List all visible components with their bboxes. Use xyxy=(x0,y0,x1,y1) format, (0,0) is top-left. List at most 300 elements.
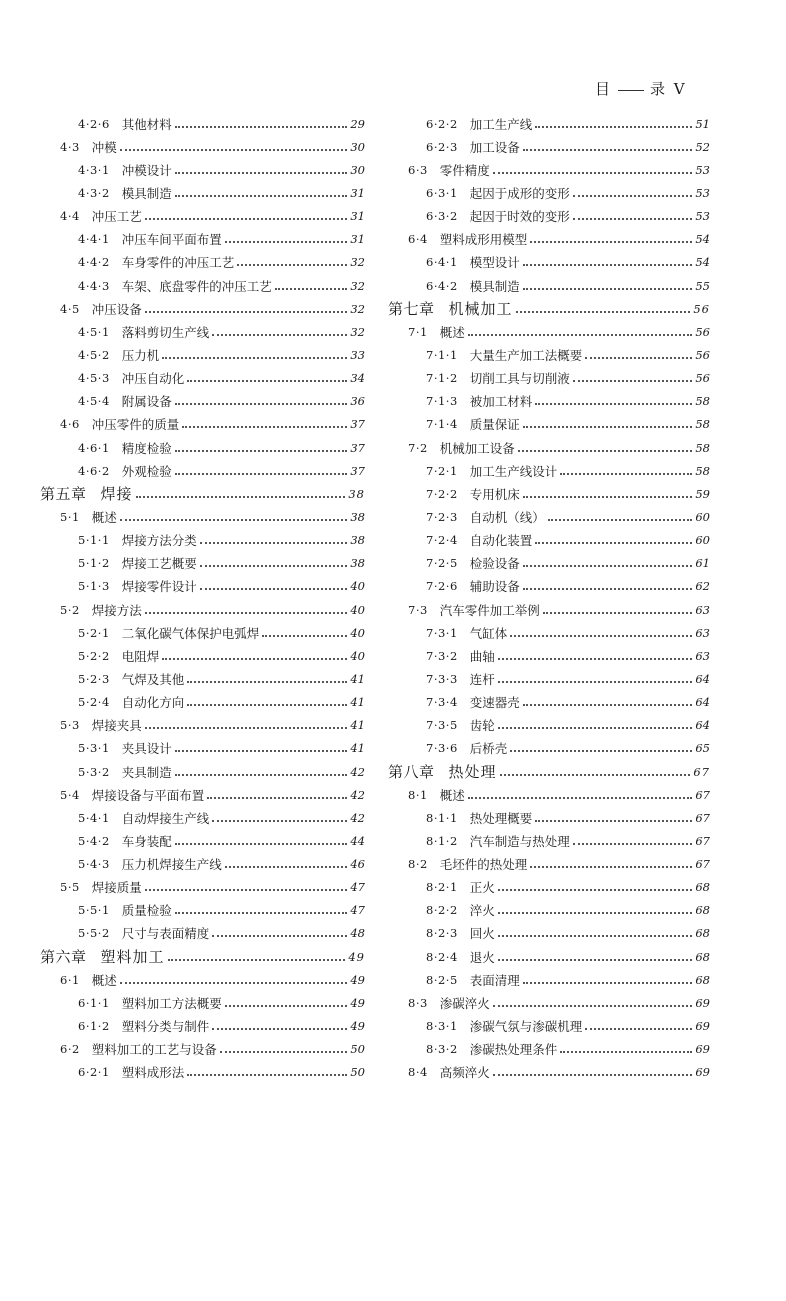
toc-entry-title: 大量生产加工法概要 xyxy=(469,347,583,363)
dot-leader xyxy=(530,866,692,868)
dot-leader xyxy=(523,588,693,590)
toc-entry-title: 起因于成形的变形 xyxy=(469,185,570,201)
toc-entry-page: 40 xyxy=(350,579,365,594)
toc-entry-title: 加工设备 xyxy=(469,139,520,155)
toc-entry-number: 4·6 xyxy=(60,417,80,432)
toc-entry-number: 8·2·3 xyxy=(426,926,458,941)
toc-entry-title: 气焊及其他 xyxy=(121,671,185,687)
dot-leader xyxy=(162,357,347,359)
dot-leader xyxy=(145,311,348,313)
toc-entry-number: 7·1·2 xyxy=(426,371,458,386)
toc-entry-page: 56 xyxy=(695,371,710,386)
toc-entry-title: 机械加工 xyxy=(448,300,513,319)
header-right-text: 录 V xyxy=(650,80,687,98)
toc-entry-number: 6·2·1 xyxy=(78,1065,110,1080)
toc-entry-title: 焊接方法 xyxy=(91,602,142,618)
toc-entry-number: 7·2·1 xyxy=(426,463,458,478)
toc-entry[interactable] xyxy=(40,459,365,482)
toc-entry[interactable] xyxy=(388,436,710,459)
toc-entry[interactable] xyxy=(40,343,365,366)
toc-entry[interactable] xyxy=(388,552,710,575)
toc-entry[interactable] xyxy=(40,575,365,598)
toc-entry-title: 热处理概要 xyxy=(469,810,533,826)
toc-entry[interactable] xyxy=(40,1014,365,1037)
toc-entry[interactable] xyxy=(388,135,710,158)
toc-entry-page: 53 xyxy=(695,209,710,224)
toc-entry[interactable] xyxy=(40,367,365,390)
toc-entry-title: 冲压车间平面布置 xyxy=(121,232,222,248)
toc-entry[interactable] xyxy=(40,181,365,204)
toc-entry[interactable] xyxy=(388,644,710,667)
dot-leader xyxy=(225,241,348,243)
toc-entry[interactable] xyxy=(40,806,365,829)
dot-leader xyxy=(468,334,693,336)
toc-entry[interactable] xyxy=(40,413,365,436)
toc-entry[interactable] xyxy=(40,667,365,690)
toc-entry[interactable] xyxy=(388,667,710,690)
toc-entry-page: 68 xyxy=(695,903,710,918)
toc-entry-number: 第七章 xyxy=(388,300,435,319)
toc-entry-number: 4·4 xyxy=(60,209,80,224)
dot-leader xyxy=(175,912,348,914)
toc-entry[interactable] xyxy=(388,737,710,760)
toc-entry[interactable] xyxy=(40,529,365,552)
toc-chapter-entry[interactable] xyxy=(40,482,365,505)
toc-entry[interactable] xyxy=(40,968,365,991)
toc-entry-page: 40 xyxy=(350,648,365,663)
toc-chapter-entry[interactable] xyxy=(40,945,365,968)
toc-entry-number: 5·1·1 xyxy=(78,533,110,548)
toc-entry[interactable] xyxy=(388,181,710,204)
toc-entry-number: 6·4·1 xyxy=(426,255,458,270)
toc-entry-page: 56 xyxy=(693,301,710,316)
toc-entry-page: 63 xyxy=(695,625,710,640)
toc-entry-title: 焊接零件设计 xyxy=(121,579,197,595)
toc-entry-title: 塑料加工的工艺与设备 xyxy=(91,1042,217,1058)
toc-entry[interactable] xyxy=(388,1061,710,1084)
toc-entry[interactable] xyxy=(40,644,365,667)
toc-entry-title: 焊接 xyxy=(100,485,133,504)
toc-entry-number: 7·1·3 xyxy=(426,394,458,409)
toc-entry[interactable] xyxy=(40,505,365,528)
toc-entry[interactable] xyxy=(40,320,365,343)
toc-entry-title: 塑料成形用模型 xyxy=(439,232,528,248)
toc-entry[interactable] xyxy=(388,945,710,968)
toc-entry-page: 67 xyxy=(695,787,710,802)
toc-entry-title: 热处理 xyxy=(448,763,497,781)
toc-entry-title: 辅助设备 xyxy=(469,579,520,595)
toc-entry[interactable] xyxy=(388,853,710,876)
toc-entry-page: 48 xyxy=(350,926,365,941)
toc-entry-number: 5·4·1 xyxy=(78,810,110,825)
dot-leader xyxy=(175,473,348,475)
dot-leader xyxy=(530,241,692,243)
toc-entry-page: 58 xyxy=(695,463,710,478)
toc-entry-page: 38 xyxy=(350,509,365,524)
toc-entry[interactable] xyxy=(388,205,710,228)
toc-entry-title: 冲压工艺 xyxy=(91,209,142,225)
toc-entry[interactable] xyxy=(40,737,365,760)
toc-entry[interactable] xyxy=(388,806,710,829)
toc-entry-number: 5·2·2 xyxy=(78,648,110,663)
dot-leader xyxy=(543,612,693,614)
header-rule xyxy=(618,90,644,91)
toc-entry-number: 5·4·3 xyxy=(78,857,110,872)
toc-entry[interactable] xyxy=(40,135,365,158)
toc-entry-page: 41 xyxy=(350,718,365,733)
toc-entry-number: 4·2·6 xyxy=(78,116,110,131)
toc-entry-number: 6·1·1 xyxy=(78,995,110,1010)
toc-entry[interactable] xyxy=(40,1061,365,1084)
dot-leader xyxy=(275,288,348,290)
toc-entry-page: 59 xyxy=(695,486,710,501)
toc-entry[interactable] xyxy=(388,251,710,274)
dot-leader xyxy=(510,635,692,637)
dot-leader xyxy=(120,149,348,151)
toc-entry-page: 69 xyxy=(695,995,710,1010)
toc-entry-title: 冲压零件的质量 xyxy=(91,417,180,433)
toc-entry-number: 第五章 xyxy=(40,485,87,504)
toc-entry-page: 68 xyxy=(695,880,710,895)
toc-entry-page: 33 xyxy=(350,347,365,362)
toc-entry-page: 34 xyxy=(350,371,365,386)
toc-entry-number: 7·2 xyxy=(408,440,428,455)
toc-entry-page: 40 xyxy=(350,625,365,640)
toc-entry-page: 65 xyxy=(695,741,710,756)
toc-entry[interactable] xyxy=(388,343,710,366)
toc-entry-title: 概述 xyxy=(91,972,117,988)
toc-entry[interactable] xyxy=(388,598,710,621)
toc-entry-page: 60 xyxy=(695,533,710,548)
toc-entry[interactable] xyxy=(40,760,365,783)
toc-entry-page: 54 xyxy=(695,255,710,270)
dot-leader xyxy=(212,820,347,822)
toc-entry[interactable] xyxy=(388,968,710,991)
toc-entry[interactable] xyxy=(40,714,365,737)
toc-entry-title: 质量检验 xyxy=(121,903,172,919)
toc-entry-title: 后桥壳 xyxy=(469,741,508,757)
toc-entry-title: 塑料成形法 xyxy=(121,1065,185,1081)
toc-entry[interactable] xyxy=(40,922,365,945)
toc-entry-number: 8·2·4 xyxy=(426,949,458,964)
dot-leader xyxy=(175,843,348,845)
toc-entry-title: 起因于时效的变形 xyxy=(469,209,570,225)
toc-entry-number: 8·3·1 xyxy=(426,1019,458,1034)
dot-leader xyxy=(220,1051,348,1053)
dot-leader xyxy=(175,172,348,174)
toc-entry-page: 61 xyxy=(695,556,710,571)
toc-entry-number: 6·2·3 xyxy=(426,139,458,154)
dot-leader xyxy=(523,264,693,266)
toc-entry-page: 58 xyxy=(695,417,710,432)
toc-entry[interactable] xyxy=(40,899,365,922)
toc-entry-page: 30 xyxy=(350,162,365,177)
toc-entry-title: 概述 xyxy=(439,324,465,340)
dot-leader xyxy=(187,380,347,382)
toc-entry-number: 7·1 xyxy=(408,324,428,339)
toc-entry-number: 6·3·2 xyxy=(426,209,458,224)
toc-entry-page: 44 xyxy=(350,833,365,848)
dot-leader xyxy=(200,542,348,544)
dot-leader xyxy=(585,357,692,359)
dot-leader xyxy=(498,912,693,914)
toc-entry-number: 4·5·2 xyxy=(78,347,110,362)
toc-entry-page: 56 xyxy=(695,347,710,362)
dot-leader xyxy=(468,797,693,799)
dot-leader xyxy=(523,149,693,151)
toc-entry[interactable] xyxy=(388,714,710,737)
toc-entry-title: 加工生产线 xyxy=(469,116,533,132)
toc-entry-number: 5·3·2 xyxy=(78,764,110,779)
toc-entry[interactable] xyxy=(40,991,365,1014)
toc-entry[interactable] xyxy=(40,390,365,413)
toc-entry-title: 其他材料 xyxy=(121,116,172,132)
toc-entry-number: 6·3 xyxy=(408,162,428,177)
toc-entry-number: 8·1·1 xyxy=(426,810,458,825)
dot-leader xyxy=(523,426,693,428)
toc-entry-page: 38 xyxy=(350,533,365,548)
toc-entry-number: 5·1 xyxy=(60,509,80,524)
toc-entry[interactable] xyxy=(388,390,710,413)
toc-entry-page: 42 xyxy=(350,810,365,825)
toc-entry[interactable] xyxy=(40,158,365,181)
toc-entry[interactable] xyxy=(40,1038,365,1061)
toc-entry[interactable] xyxy=(388,529,710,552)
toc-entry-page: 30 xyxy=(350,139,365,154)
toc-entry-number: 8·3 xyxy=(408,995,428,1010)
toc-entry[interactable] xyxy=(388,1014,710,1037)
toc-entry-number: 4·5·1 xyxy=(78,324,110,339)
toc-entry-page: 63 xyxy=(695,648,710,663)
toc-entry-number: 8·2 xyxy=(408,857,428,872)
toc-entry-page: 60 xyxy=(695,509,710,524)
toc-entry-page: 47 xyxy=(350,903,365,918)
dot-leader xyxy=(225,1005,348,1007)
toc-entry[interactable] xyxy=(388,783,710,806)
toc-entry[interactable] xyxy=(40,251,365,274)
toc-entry[interactable] xyxy=(40,783,365,806)
toc-entry-page: 69 xyxy=(695,1065,710,1080)
toc-entry[interactable] xyxy=(388,228,710,251)
toc-entry-title: 外观检验 xyxy=(121,463,172,479)
toc-entry-number: 5·2·3 xyxy=(78,671,110,686)
toc-entry[interactable] xyxy=(388,922,710,945)
toc-entry-page: 38 xyxy=(348,486,365,501)
toc-entry[interactable] xyxy=(388,991,710,1014)
toc-entry-page: 68 xyxy=(695,926,710,941)
toc-entry[interactable] xyxy=(40,552,365,575)
toc-entry-title: 连杆 xyxy=(469,671,495,687)
toc-entry-number: 4·5·4 xyxy=(78,394,110,409)
toc-entry-title: 车身零件的冲压工艺 xyxy=(121,255,235,271)
toc-entry-title: 尺寸与表面精度 xyxy=(121,926,210,942)
toc-entry-page: 49 xyxy=(348,949,365,964)
toc-entry-title: 焊接夹具 xyxy=(91,718,142,734)
toc-entry-page: 41 xyxy=(350,695,365,710)
toc-entry[interactable] xyxy=(388,691,710,714)
toc-entry-page: 50 xyxy=(350,1042,365,1057)
dot-leader xyxy=(175,126,348,128)
toc-entry-number: 7·1·4 xyxy=(426,417,458,432)
toc-entry-title: 压力机 xyxy=(121,347,160,363)
toc-entry[interactable] xyxy=(40,112,365,135)
toc-entry-number: 7·3·4 xyxy=(426,695,458,710)
toc-entry-number: 4·5 xyxy=(60,301,80,316)
toc-entry-number: 第六章 xyxy=(40,948,87,967)
toc-entry-page: 64 xyxy=(695,695,710,710)
toc-entry-page: 37 xyxy=(350,463,365,478)
dot-leader xyxy=(585,1028,692,1030)
toc-entry-page: 69 xyxy=(695,1042,710,1057)
toc-entry[interactable] xyxy=(40,274,365,297)
toc-entry-number: 8·2·2 xyxy=(426,903,458,918)
page-header xyxy=(595,78,687,99)
toc-entry[interactable] xyxy=(388,274,710,297)
toc-entry-title: 零件精度 xyxy=(439,162,490,178)
toc-entry-title: 毛坯件的热处理 xyxy=(439,857,528,873)
toc-entry-number: 5·2·4 xyxy=(78,695,110,710)
dot-leader xyxy=(237,264,347,266)
toc-entry-page: 58 xyxy=(695,394,710,409)
toc-entry-title: 气缸体 xyxy=(469,625,508,641)
toc-entry-title: 检验设备 xyxy=(469,556,520,572)
toc-entry-title: 精度检验 xyxy=(121,440,172,456)
toc-entry-page: 64 xyxy=(695,671,710,686)
toc-entry-page: 47 xyxy=(350,880,365,895)
toc-entry-number: 6·4·2 xyxy=(426,278,458,293)
toc-entry-number: 4·4·1 xyxy=(78,232,110,247)
toc-entry-number: 6·3·1 xyxy=(426,185,458,200)
dot-leader xyxy=(212,935,347,937)
toc-entry[interactable] xyxy=(40,436,365,459)
toc-entry[interactable] xyxy=(388,1038,710,1061)
toc-entry-title: 冲模设计 xyxy=(121,162,172,178)
toc-entry-number: 8·4 xyxy=(408,1065,428,1080)
dot-leader xyxy=(207,797,347,799)
dot-leader xyxy=(535,403,692,405)
toc-entry-title: 焊接设备与平面布置 xyxy=(91,787,205,803)
toc-entry-title: 机械加工设备 xyxy=(439,440,515,456)
toc-entry-title: 渗碳热处理条件 xyxy=(469,1042,558,1058)
dot-leader xyxy=(162,658,347,660)
toc-entry-number: 第八章 xyxy=(388,763,435,781)
toc-entry-number: 5·3·1 xyxy=(78,741,110,756)
toc-entry-page: 49 xyxy=(350,972,365,987)
toc-entry-title: 质量保证 xyxy=(469,417,520,433)
toc-entry-page: 31 xyxy=(350,209,365,224)
toc-entry-number: 7·3·6 xyxy=(426,741,458,756)
toc-entry-number: 8·1·2 xyxy=(426,833,458,848)
toc-entry[interactable] xyxy=(40,853,365,876)
toc-entry[interactable] xyxy=(40,829,365,852)
toc-entry[interactable] xyxy=(388,505,710,528)
toc-entry-page: 67 xyxy=(695,857,710,872)
toc-entry[interactable] xyxy=(388,158,710,181)
toc-entry-number: 5·4 xyxy=(60,787,80,802)
toc-entry-page: 38 xyxy=(350,556,365,571)
toc-entry-number: 5·5 xyxy=(60,880,80,895)
toc-entry-page: 52 xyxy=(695,139,710,154)
toc-entry-page: 37 xyxy=(350,417,365,432)
toc-entry-number: 7·3 xyxy=(408,602,428,617)
toc-chapter-entry[interactable] xyxy=(388,297,710,320)
toc-entry-title: 冲压自动化 xyxy=(121,371,185,387)
dot-leader xyxy=(523,565,693,567)
toc-entry[interactable] xyxy=(388,829,710,852)
toc-entry-number: 7·2·3 xyxy=(426,509,458,524)
dot-leader xyxy=(145,727,348,729)
toc-entry-title: 概述 xyxy=(91,509,117,525)
toc-entry-title: 汽车制造与热处理 xyxy=(469,833,570,849)
toc-entry[interactable] xyxy=(388,482,710,505)
toc-entry[interactable] xyxy=(388,876,710,899)
toc-entry-title: 塑料分类与制件 xyxy=(121,1019,210,1035)
toc-entry[interactable] xyxy=(388,320,710,343)
toc-entry[interactable] xyxy=(388,575,710,598)
toc-entry[interactable] xyxy=(40,228,365,251)
toc-entry[interactable] xyxy=(388,367,710,390)
toc-entry[interactable] xyxy=(388,413,710,436)
dot-leader xyxy=(573,843,693,845)
toc-entry-page: 49 xyxy=(350,995,365,1010)
dot-leader xyxy=(145,889,348,891)
dot-leader xyxy=(175,750,348,752)
toc-entry-number: 4·3·1 xyxy=(78,162,110,177)
toc-entry-title: 曲轴 xyxy=(469,648,495,664)
dot-leader xyxy=(120,519,348,521)
toc-entry[interactable] xyxy=(388,621,710,644)
dot-leader xyxy=(168,959,346,961)
toc-entry-page: 40 xyxy=(350,602,365,617)
dot-leader xyxy=(548,519,693,521)
toc-entry-number: 4·3 xyxy=(60,139,80,154)
toc-entry[interactable] xyxy=(40,297,365,320)
toc-left-column xyxy=(40,112,365,1084)
toc-entry-title: 渗碳气氛与渗碳机理 xyxy=(469,1019,583,1035)
toc-entry-number: 7·3·2 xyxy=(426,648,458,663)
toc-entry[interactable] xyxy=(40,876,365,899)
toc-entry-page: 42 xyxy=(350,764,365,779)
toc-entry[interactable] xyxy=(40,621,365,644)
toc-entry-title: 自动焊接生产线 xyxy=(121,810,210,826)
toc-entry-number: 8·1 xyxy=(408,787,428,802)
toc-entry[interactable] xyxy=(388,459,710,482)
toc-entry-title: 电阻焊 xyxy=(121,648,160,664)
toc-entry-number: 7·3·1 xyxy=(426,625,458,640)
toc-entry-number: 6·2·2 xyxy=(426,116,458,131)
dot-leader xyxy=(560,1051,692,1053)
toc-entry-page: 69 xyxy=(695,1019,710,1034)
toc-entry-title: 压力机焊接生产线 xyxy=(121,857,222,873)
toc-entry[interactable] xyxy=(40,691,365,714)
header-left-text: 目 xyxy=(595,80,613,98)
toc-chapter-entry[interactable] xyxy=(388,760,710,783)
toc-entry-title: 正火 xyxy=(469,880,495,896)
toc-entry-page: 32 xyxy=(350,255,365,270)
toc-entry[interactable] xyxy=(388,899,710,922)
toc-entry-title: 附属设备 xyxy=(121,394,172,410)
toc-entry-page: 63 xyxy=(695,602,710,617)
dot-leader xyxy=(573,218,693,220)
toc-entry[interactable] xyxy=(40,205,365,228)
toc-entry[interactable] xyxy=(388,112,710,135)
dot-leader xyxy=(187,681,347,683)
toc-entry-title: 汽车零件加工举例 xyxy=(439,602,540,618)
dot-leader xyxy=(573,380,693,382)
dot-leader xyxy=(493,1005,693,1007)
toc-entry-page: 51 xyxy=(695,116,710,131)
toc-entry[interactable] xyxy=(40,598,365,621)
